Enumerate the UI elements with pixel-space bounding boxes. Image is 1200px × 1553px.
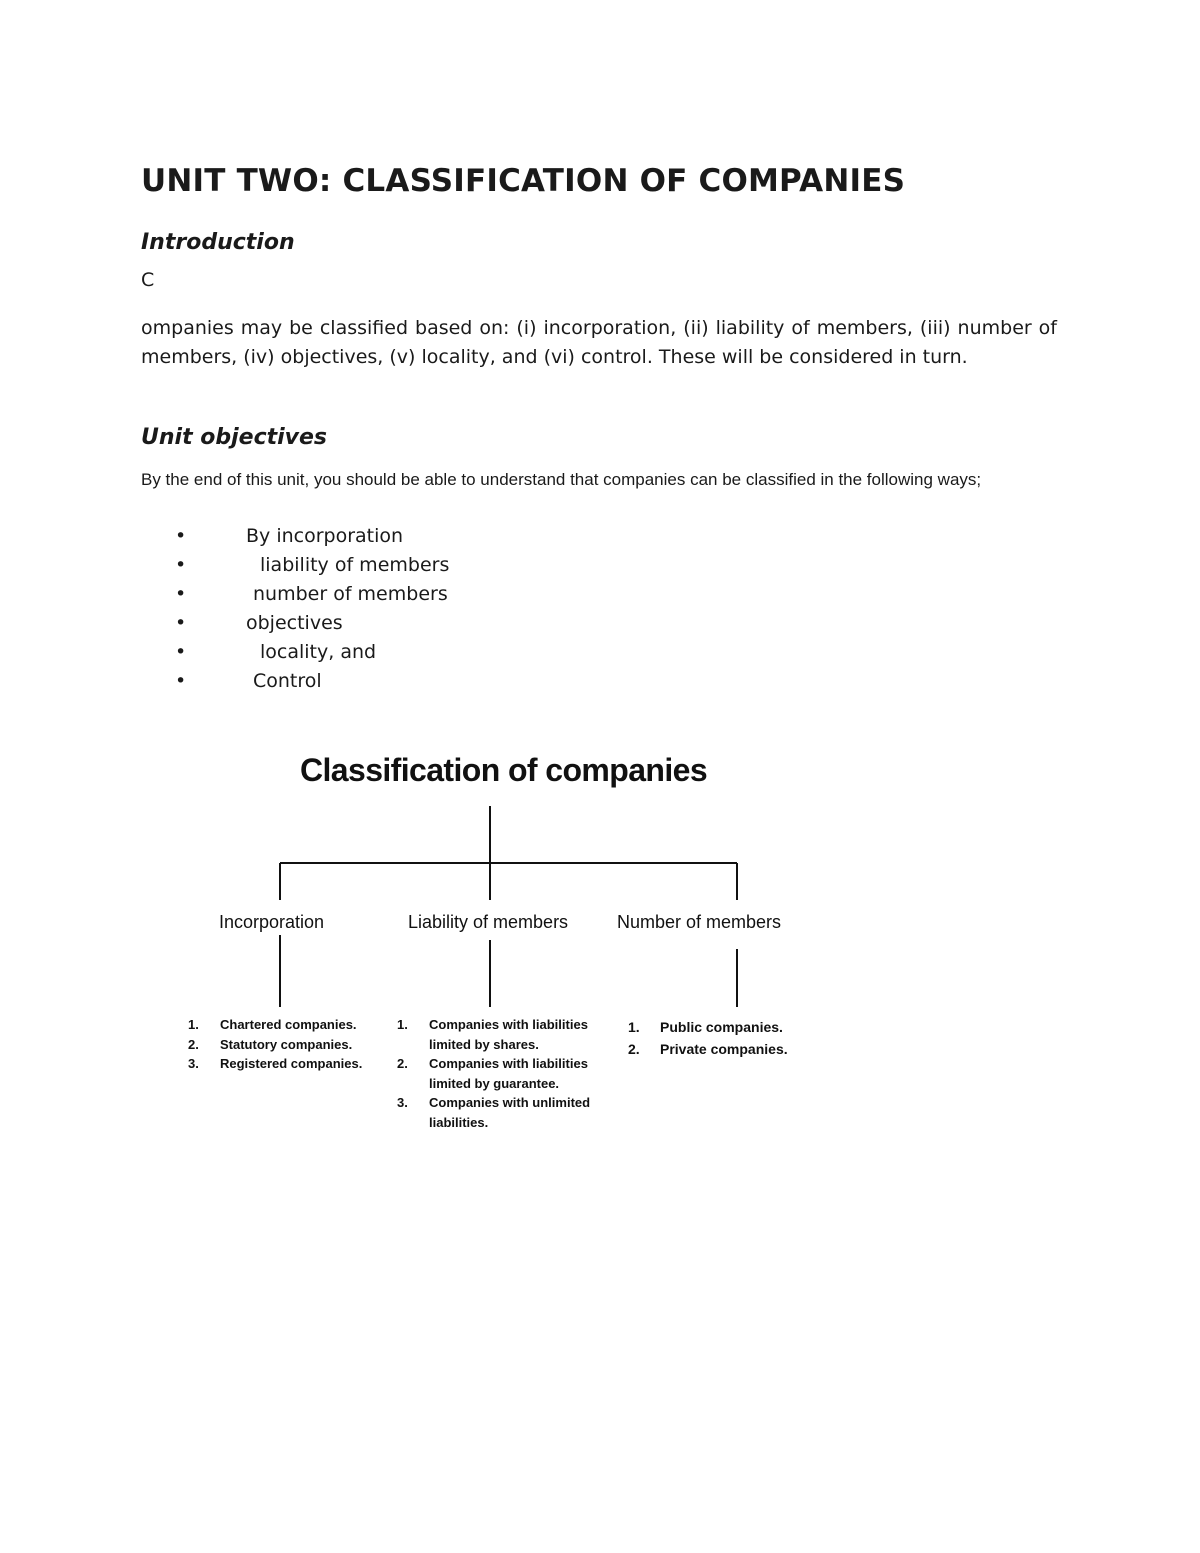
list-item: 2. Statutory companies. [188, 1036, 353, 1052]
list-item: 3. Registered companies. [188, 1056, 363, 1071]
list-item: 2. Companies with liabilities limited by guarantee. [397, 1056, 588, 1091]
bullet-icon: • [175, 583, 187, 605]
bullet-icon: • [175, 641, 187, 663]
list-item-text: number of members [253, 583, 448, 605]
incorporation-list [188, 1015, 388, 1074]
diagram-title: Classification of companies [300, 752, 708, 788]
bullet-icon: • [175, 525, 187, 547]
bullet-icon: • [175, 612, 187, 634]
objectives-heading: Unit objectives [141, 425, 328, 450]
branch-label-number-of-members: Number of members [617, 912, 782, 932]
page-title: UNIT TWO: CLASSIFICATION OF COMPANIES [141, 163, 906, 199]
list-item: 1. Chartered companies. [188, 1017, 357, 1032]
bullet-icon: • [175, 670, 187, 692]
bullet-icon: • [175, 554, 187, 576]
list-item-text: objectives [246, 612, 343, 634]
introduction-heading: Introduction [141, 230, 295, 255]
list-item: 3. Companies with unlimited liabilities. [397, 1095, 591, 1130]
objectives-intro: By the end of this unit, you should be able to understand that companies can be classified in the following ways; [141, 470, 982, 489]
number-of-members-list [628, 1016, 818, 1060]
list-item-text: liability of members [260, 554, 450, 576]
branch-label-incorporation: Incorporation [219, 912, 325, 932]
liability-list [397, 1015, 607, 1132]
introduction-paragraph: ompanies may be classified based on: (i) incorporation, (ii) liability of members, (iii) number of members, (iv) objectives, (v) locality, and (vi) control. These will be considered in turn. [141, 317, 1057, 368]
classification-diagram [180, 752, 820, 1142]
list-item: 1. Public companies. [628, 1019, 783, 1035]
list-item-text: locality, and [260, 641, 377, 663]
list-item: 2. Private companies. [628, 1041, 788, 1057]
list-item-text: Control [253, 670, 322, 692]
list-item: 1. Companies with liabilities limited by shares. [397, 1017, 588, 1052]
drop-letter: C [141, 269, 155, 291]
branch-label-liability: Liability of members [408, 912, 569, 932]
list-item-text: By incorporation [246, 525, 404, 547]
